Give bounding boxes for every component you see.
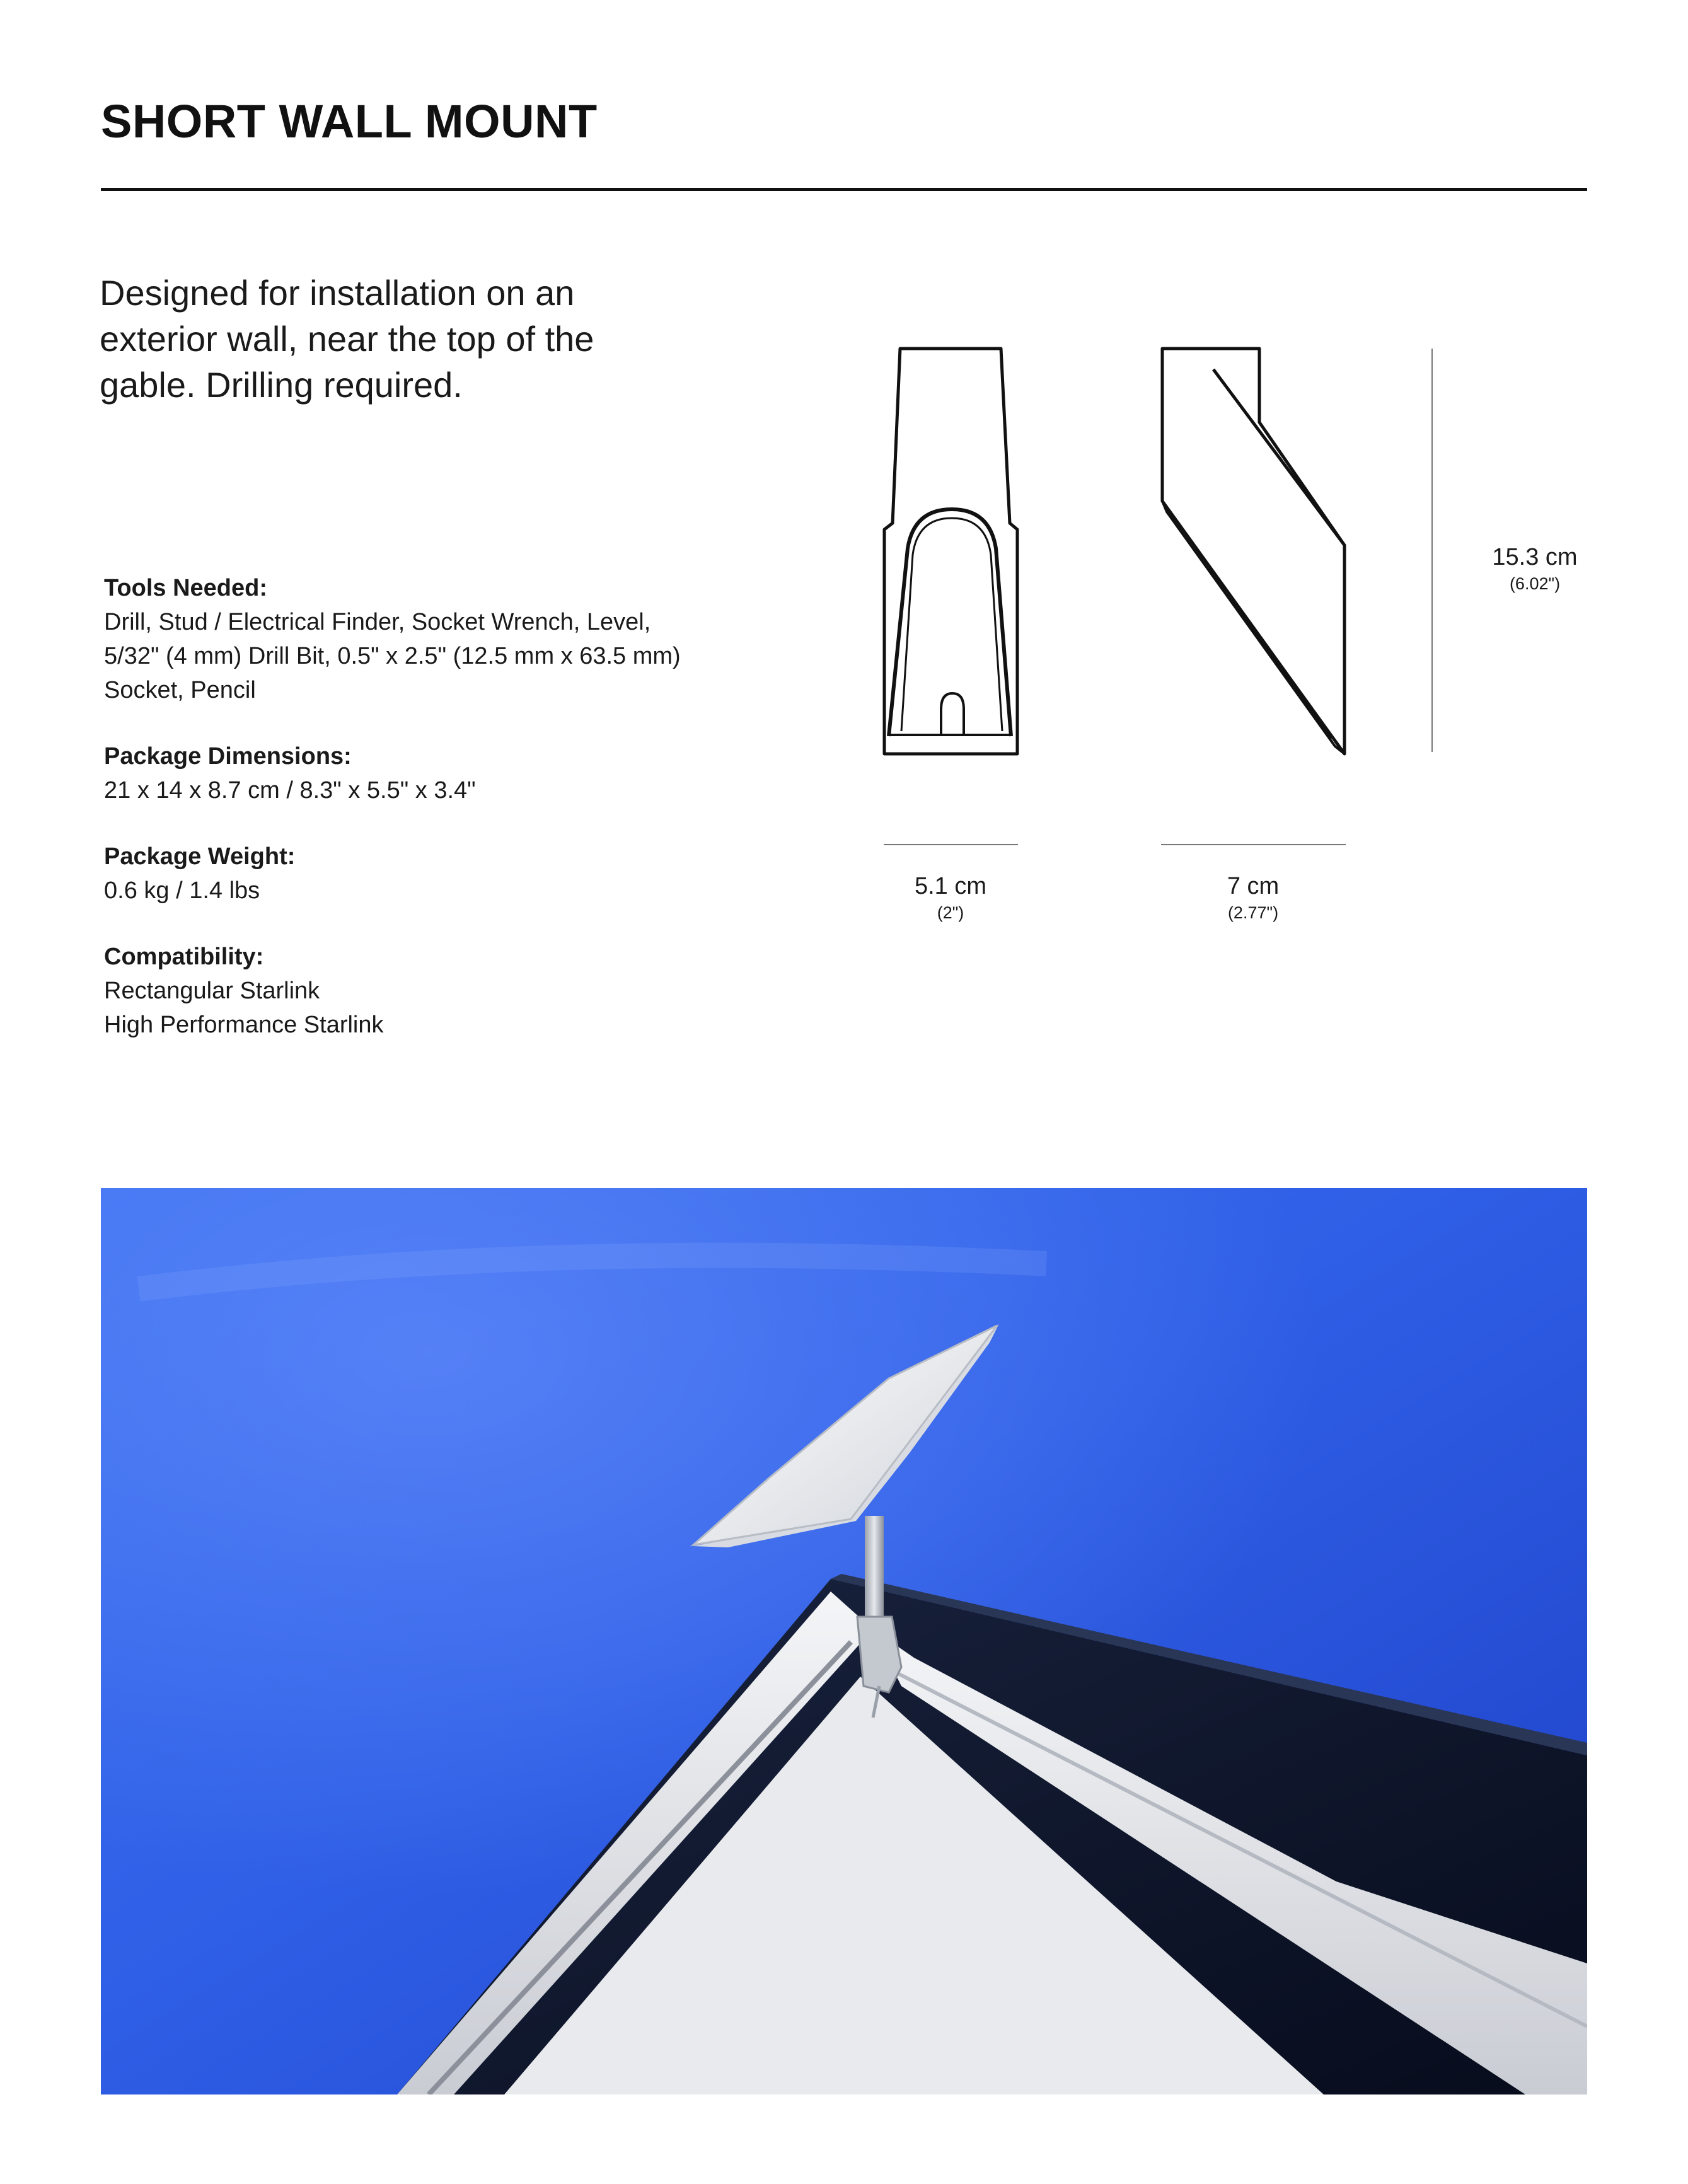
spec-compatibility (104, 940, 753, 1042)
product-photo (101, 1188, 1587, 2094)
intro-line: Designed for installation on an (100, 273, 575, 313)
spec-value: 0.6 kg / 1.4 lbs (104, 877, 260, 904)
width-imperial: (2") (937, 903, 964, 922)
mount-drawings (0, 0, 1688, 945)
spec-label: Package Weight: (104, 843, 296, 870)
spec-label: Tools Needed: (104, 575, 267, 601)
spec-value: Socket, Pencil (104, 677, 256, 703)
height-dimension-label (1469, 542, 1601, 595)
spec-value: 5/32" (4 mm) Drill Bit, 0.5" x 2.5" (12.5 mm x 63.5 mm) (104, 643, 681, 669)
width-dimension-label (887, 871, 1014, 924)
mount-front-view-drawing (884, 349, 1017, 754)
width-metric: 5.1 cm (914, 873, 987, 899)
intro-line: exterior wall, near the top of the (100, 319, 594, 359)
height-imperial: (6.02") (1509, 574, 1561, 593)
spec-value: Drill, Stud / Electrical Finder, Socket Wrench, Level, (104, 609, 651, 635)
spec-value: Rectangular Starlink (104, 978, 320, 1004)
spec-label: Compatibility: (104, 944, 264, 970)
spec-label: Package Dimensions: (104, 743, 352, 770)
mount-side-view-drawing (1162, 349, 1344, 754)
height-metric: 15.3 cm (1492, 544, 1578, 570)
depth-imperial: (2.77") (1227, 903, 1279, 922)
depth-metric: 7 cm (1227, 873, 1280, 899)
spec-value: 21 x 14 x 8.7 cm / 8.3" x 5.5" x 3.4" (104, 777, 476, 804)
depth-dimension-label (1190, 871, 1316, 924)
page-title: SHORT WALL MOUNT (101, 95, 598, 147)
intro-line: gable. Drilling required. (100, 365, 463, 405)
spec-value: High Performance Starlink (104, 1012, 384, 1038)
